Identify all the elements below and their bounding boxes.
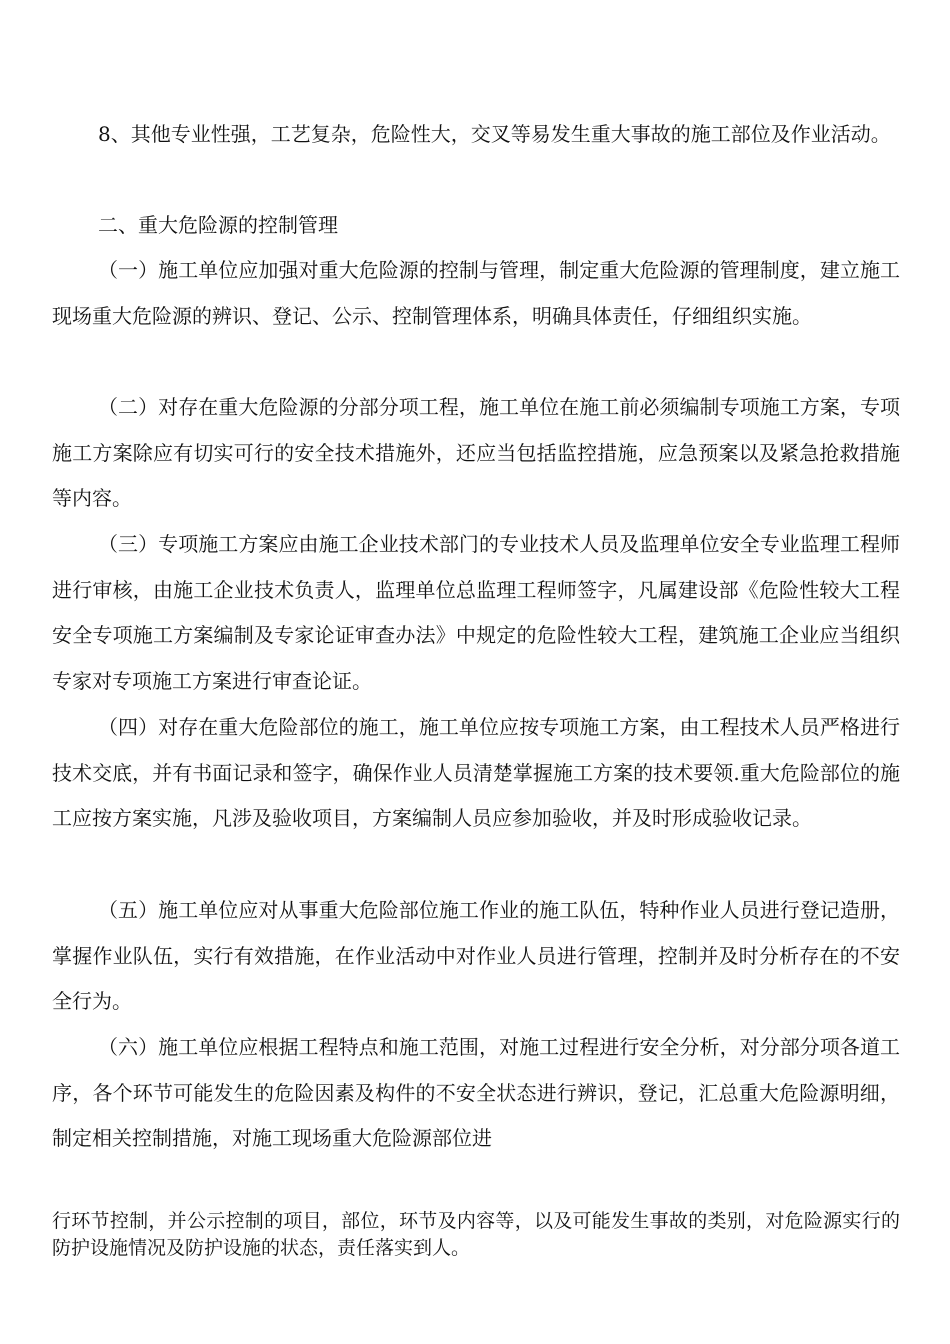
paragraph-continuation: 行环节控制，并公示控制的项目，部位，环节及内容等，以及可能发生事故的类别，对危险源实行的防护设施情况及防护设施的状态，责任落实到人。 <box>52 1210 900 1259</box>
paragraph-clause-1: （一）施工单位应加强对重大危险源的控制与管理，制定重大危险源的管理制度，建立施工现场重大危险源的辨识、登记、公示、控制管理体系，明确具体责任，仔细组织实施。 <box>52 258 900 328</box>
section-heading-control-management: 二、重大危险源的控制管理 <box>98 213 338 237</box>
paragraph-clause-5: （五）施工单位应对从事重大危险部位施工作业的施工队伍，特种作业人员进行登记造册，掌握作业队伍，实行有效措施，在作业活动中对作业人员进行管理，控制并及时分析存在的不安全行为。 <box>52 898 900 1013</box>
paragraph-item-8: 8、其他专业性强，工艺复杂，危险性大，交叉等易发生重大事故的施工部位及作业活动。 <box>98 122 891 146</box>
paragraph-clause-2: （二）对存在重大危险源的分部分项工程，施工单位在施工前必须编制专项施工方案，专项施工方案除应有切实可行的安全技术措施外，还应当包括监控措施，应急预案以及紧急抢救措施等内容。 <box>52 395 900 510</box>
paragraph-clause-6: （六）施工单位应根据工程特点和施工范围，对施工过程进行安全分析，对分部分项各道工序，各个环节可能发生的危险因素及构件的不安全状态进行辨识，登记，汇总重大危险源明细，制定相关控制措施，对施工现场重大危险源部位进 <box>52 1035 900 1150</box>
paragraph-clause-4: （四）对存在重大危险部位的施工，施工单位应按专项施工方案，由工程技术人员严格进行技术交底，并有书面记录和签字，确保作业人员清楚掌握施工方案的技术要领.重大危险部位的施工应按方案实施，凡涉及验收项目，方案编制人员应参加验收，并及时形成验收记录。 <box>52 715 900 830</box>
paragraph-clause-3: （三）专项施工方案应由施工企业技术部门的专业技术人员及监理单位安全专业监理工程师进行审核，由施工企业技术负责人，监理单位总监理工程师签字，凡属建设部《危险性较大工程安全专项施工方案编制及专家论证审查办法》中规定的危险性较大工程，建筑施工企业应当组织专家对专项施工方案进行审查论证。 <box>52 532 900 693</box>
